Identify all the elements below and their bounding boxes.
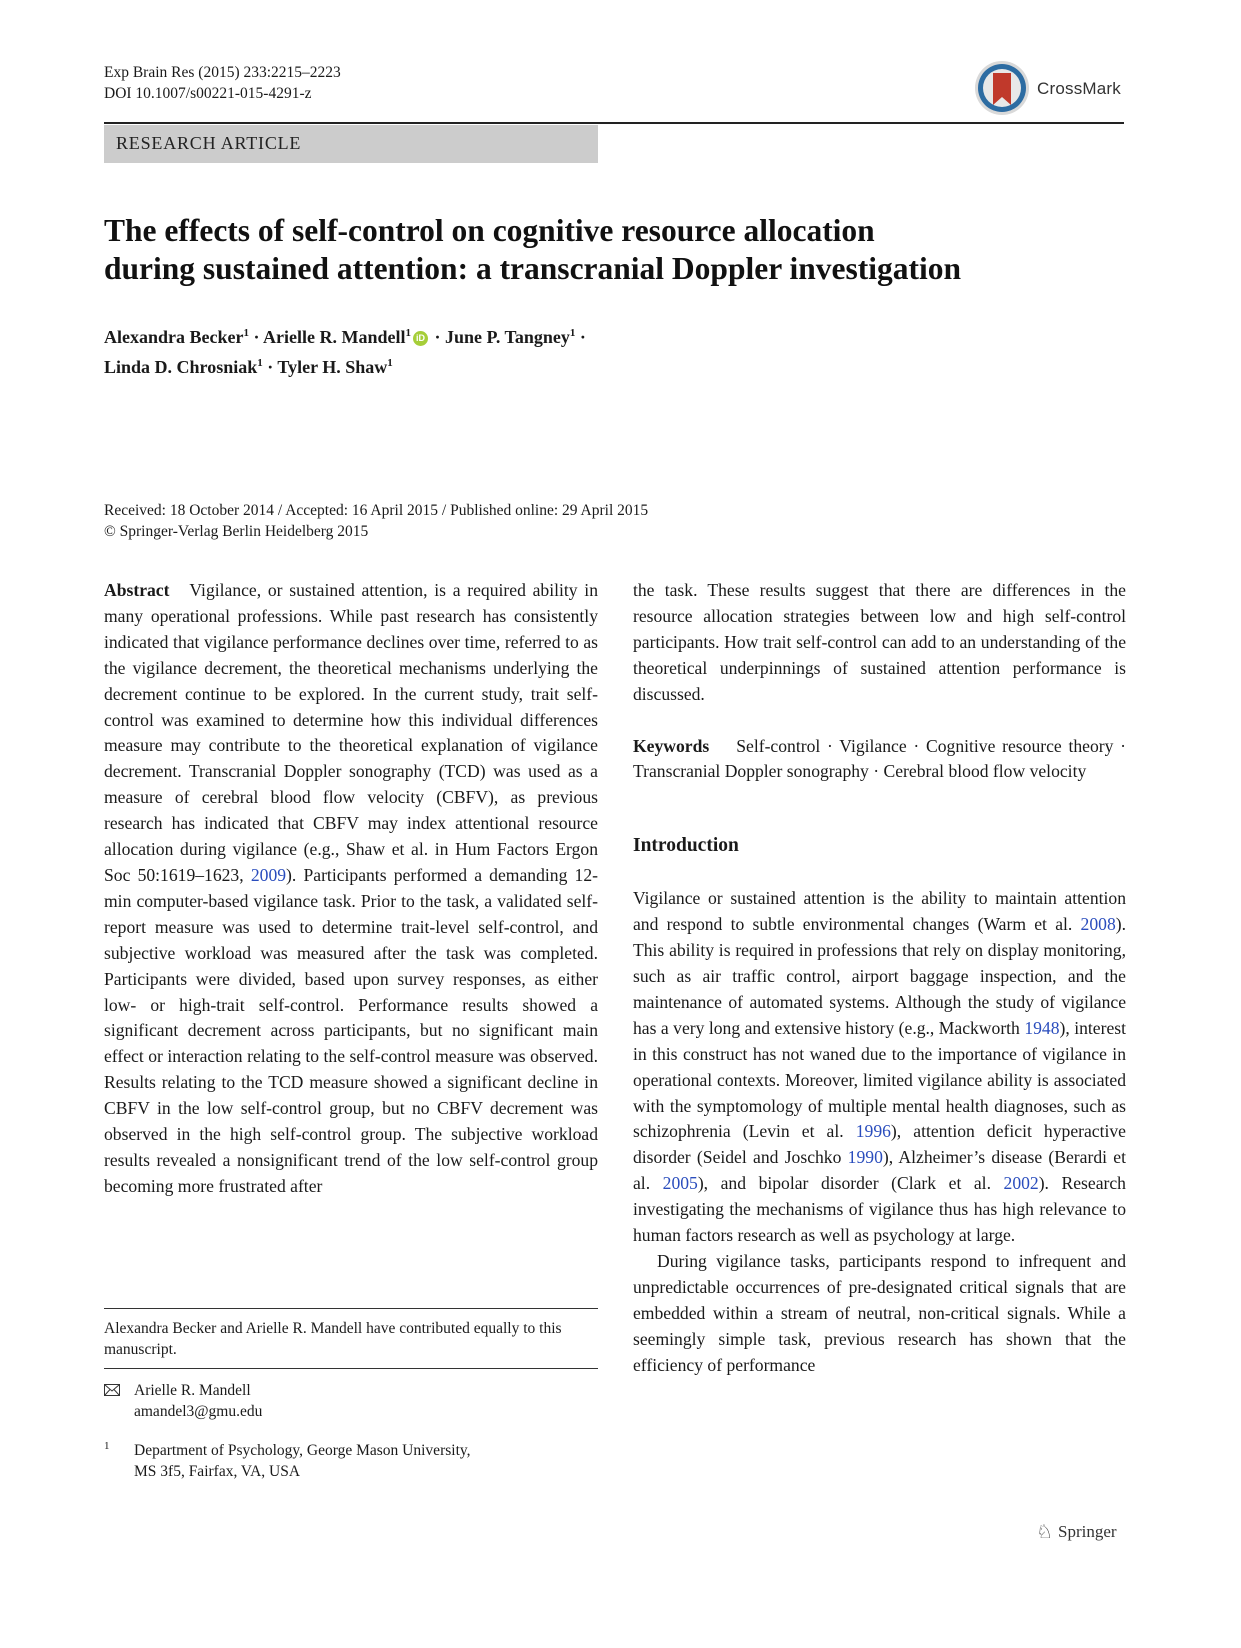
title-line-1: The effects of self-control on cognitive resource allocation [104,213,875,248]
copyright: © Springer-Verlag Berlin Heidelberg 2015 [104,523,369,540]
affiliation-line: MS 3f5, Fairfax, VA, USA [134,1463,301,1480]
affiliation [104,1440,598,1482]
author-name[interactable]: Linda D. Chrosniak [104,357,258,377]
affiliation-line: Department of Psychology, George Mason University, [134,1442,471,1459]
citation-link[interactable]: 2005 [662,1173,698,1194]
intro-text: Vigilance or sustained attention is the ability to maintain attention and respond to subtle environmental changes (Warm et al. [633,888,1126,935]
citation-link[interactable]: 2002 [1003,1173,1039,1194]
corresponding-email[interactable]: amandel3@gmu.edu [134,1403,263,1420]
title-line-2: during sustained attention: a transcranial Doppler investigation [104,251,961,286]
citation-link[interactable]: 1996 [855,1121,891,1142]
intro-paragraph: During vigilance tasks, participants respond to infrequent and unpredictable occurrences of pre-designated critical signals that are embedded within a stream of neutral, non-critical signals. While a seemingly simple task, previous research has shown that the efficiency of performance [633,1250,1126,1375]
abstract [104,578,598,1200]
author-separator: · [248,327,263,347]
article-type: RESEARCH ARTICLE [116,133,302,153]
journal-citation [104,62,341,104]
author-separator: · [262,357,278,377]
citation-link[interactable]: 1948 [1024,1017,1060,1038]
citation-link[interactable]: 1990 [847,1147,883,1168]
footnote-rule [104,1368,598,1369]
citation-link[interactable]: 2009 [250,864,287,885]
publisher-name: Springer [1058,1522,1117,1541]
affiliation-marker: 1 [405,327,411,339]
footnote-rule [104,1308,598,1309]
abstract-column [104,578,598,1200]
author-separator: · [575,327,586,347]
intro-text: ), interest in this construct has not waned due to the importance of vigilance in operational contexts. Moreover, limited vigilance ability is associated with the symptomology of multiple mental health diagnoses, such as schizophrenia (Levin et al. [633,1017,1126,1142]
orcid-icon[interactable]: iD [413,331,428,346]
journal-volume: Exp Brain Res (2015) 233:2215–2223 [104,64,341,81]
author-name[interactable]: Arielle R. Mandell [263,327,406,347]
intro-text: ), attention deficit hyperactive disorder (Seidel and Joschko [633,1121,1126,1168]
keywords [633,734,1126,786]
crossmark-label: CrossMark [1037,79,1121,98]
authors-line-1 [104,320,1004,350]
right-column [633,578,1126,1378]
springer-horse-icon: ♘ [1036,1522,1054,1543]
history-dates: Received: 18 October 2014 / Accepted: 16 April 2015 / Published online: 29 April 2015 [104,502,649,519]
intro-text: ). Research investigating the mechanisms of vigilance thus has high relevance to human factors research as well as psychology at large. [633,1173,1126,1246]
affiliation-number: 1 [104,1440,110,1452]
corresponding-author [104,1380,598,1422]
affiliation-marker: 1 [569,327,576,339]
author-separator: · [429,327,445,347]
intro-paragraph [633,886,1126,1249]
publication-dates [104,500,648,542]
header-rule [104,122,1124,124]
author-name[interactable]: June P. Tangney [445,327,570,347]
corresponding-name: Arielle R. Mandell [134,1382,251,1399]
abstract-text-cont: ). Participants performed a demanding 12-min computer-based vigilance task. Prior to the task, a validated self-report measure was used to determine trait-level self-control, and subjective workload was measured after the task was completed. Participants were divided, based upon survey responses, as either low- or high-trait self-control. Performance results showed a significant decrement across participants, but no significant main effect or interaction relating to the self-control measure was observed. Results relating to the TCD measure showed a significant decline in CBFV in the low self-control group, but no CBFV decrement was observed in the high self-control group. The subjective workload results revealed a nonsignificant trend of the low self-control group becoming more frustrated after [104,864,599,1196]
doi[interactable]: DOI 10.1007/s00221-015-4291-z [104,85,312,102]
abstract-continuation: the task. These results suggest that there are differences in the resource allocation strategies between low and high self-control participants. How trait self-control can add to an understanding of the theoretical underpinnings of sustained attention performance is discussed. [633,580,1126,704]
intro-text: ). This ability is required in professions that rely on display monitoring, such as air traffic control, airport baggage inspection, and the maintenance of automated systems. Although the study of vigilance has a very long and extensive history (e.g., Mackworth [633,914,1126,1038]
citation-link[interactable]: 2008 [1080,914,1116,935]
abstract-label: Abstract [104,580,170,600]
crossmark-icon [973,59,1031,117]
author-name[interactable]: Tyler H. Shaw [277,357,388,377]
section-heading: Introduction [633,835,739,857]
contribution-note: Alexandra Becker and Arielle R. Mandell have contributed equally to this manuscript. [104,1320,562,1358]
author-list [104,320,1004,380]
author-name[interactable]: Alexandra Becker [104,327,244,347]
article-title [104,212,1124,288]
authors-line-2 [104,350,1004,380]
affiliation-marker: 1 [387,357,393,369]
envelope-icon [104,1382,120,1403]
abstract-text: Vigilance, or sustained attention, is a required ability in many operational professions. While past research has consistently indicated that vigilance performance declines over time, referred to as the vigilance decrement, the theoretical mechanisms underlying the decrement continue to be explored. In the current study, trait self-control was examined to determine how this individual differences measure may contribute to the theoretical explanation of vigilance decrement. Transcranial Doppler sonography (TCD) was used as a measure of cerebral blood flow velocity (CBFV), as previous research has indicated that CBFV may index attentional resource allocation during vigilance (e.g., Shaw et al. in Hum Factors Ergon Soc 50:1619–1623, [104,580,598,885]
keywords-label: Keywords [633,735,710,756]
crossmark-badge[interactable] [973,61,1123,117]
intro-text: ), Alzheimer’s disease (Berardi et al. [633,1147,1126,1194]
keywords-text: Self-control · Vigilance · Cognitive resource theory · Transcranial Doppler sonography · Cerebral blood flow velocity [633,735,1127,782]
article-type-band [104,125,598,163]
affiliation-marker: 1 [257,357,263,369]
publisher-logo [1036,1521,1117,1544]
affiliation-marker: 1 [243,327,249,339]
intro-text: ), and bipolar disorder (Clark et al. [697,1173,1004,1194]
